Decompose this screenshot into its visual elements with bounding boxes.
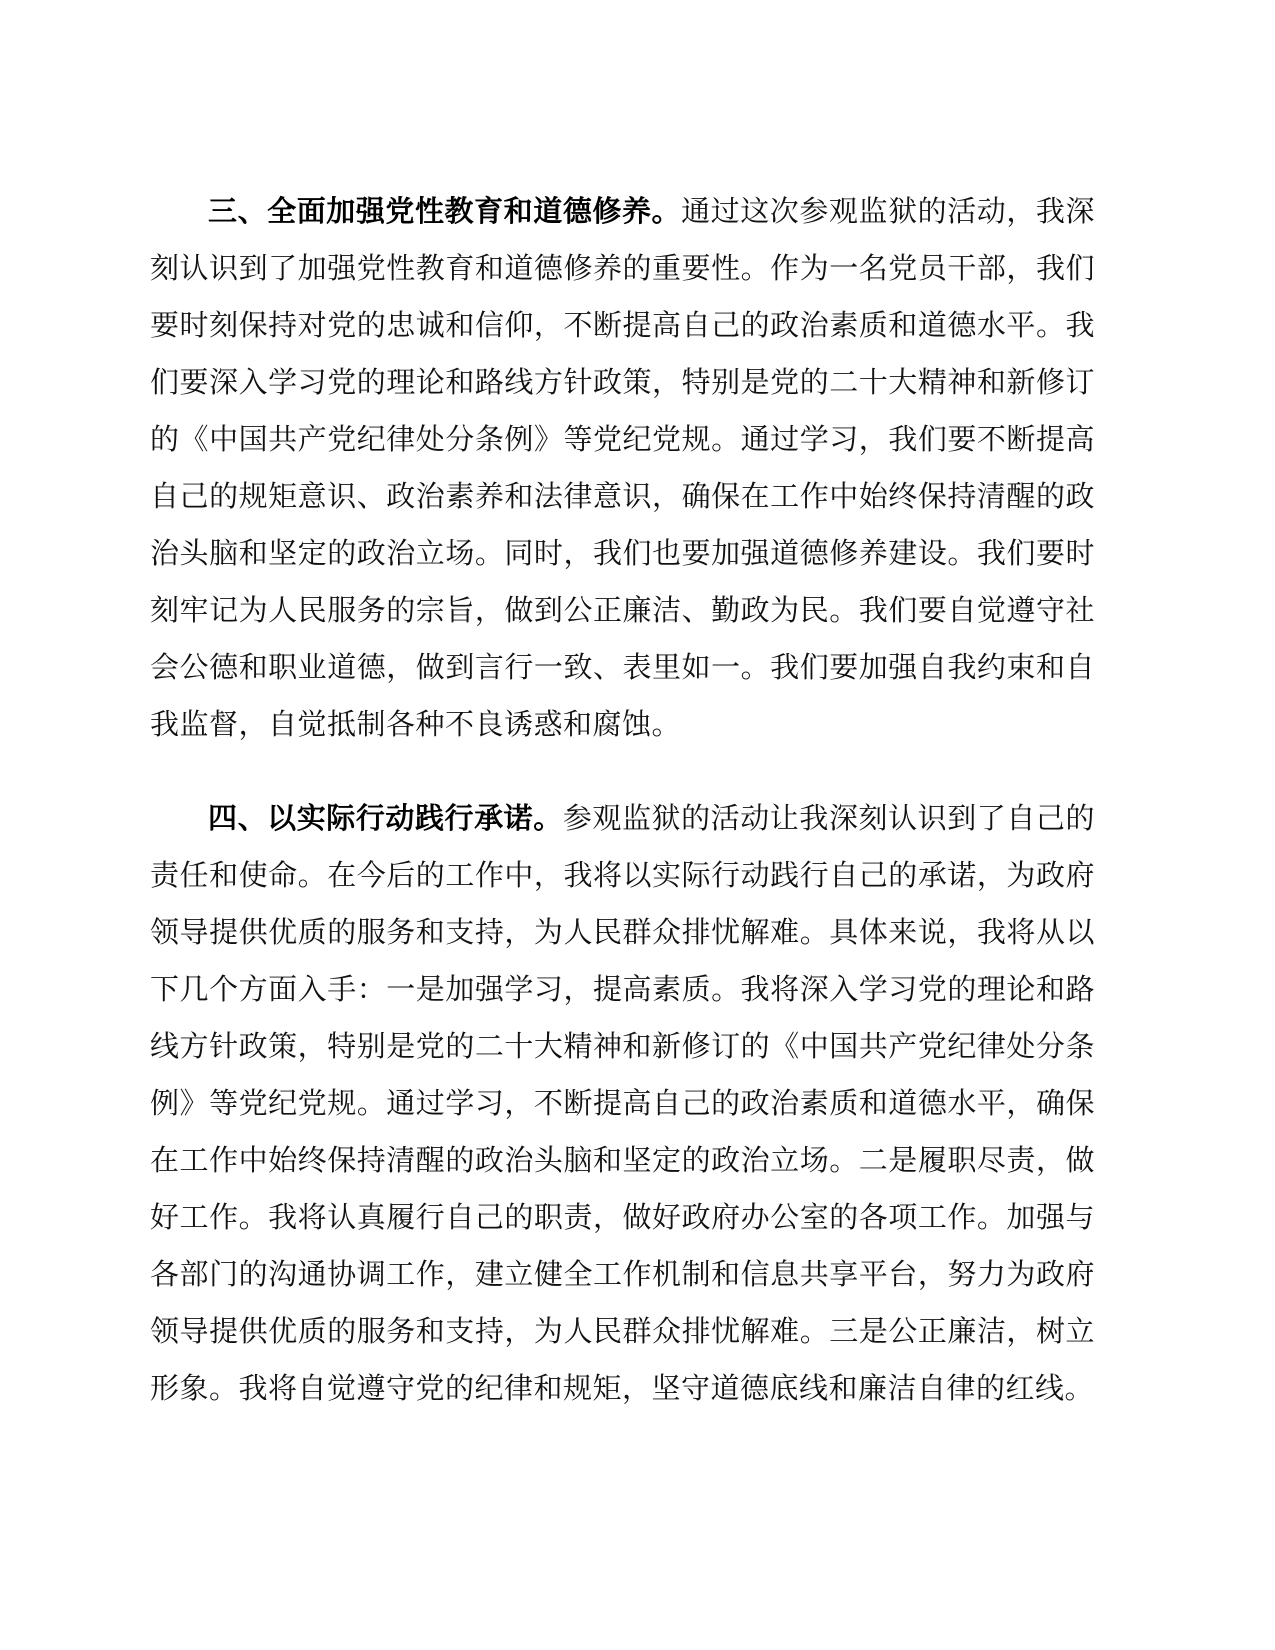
- paragraph-heading: 三、全面加强党性教育和道德修养。: [208, 194, 682, 228]
- paragraph-body: 参观监狱的活动让我深刻认识到了自己的责任和使命。在今后的工作中，我将以实际行动践行自己的承诺，为政府领导提供优质的服务和支持，为人民群众排忧解难。具体来说，我将从以下几个方面入手：一是加强学习，提高素质。我将深入学习党的理论和路线方针政策，特别是党的二十大精神和新修订的《中国共产党纪律处分条例》等党纪党规。通过学习，不断提高自己的政治素质和道德水平，确保在工作中始终保持清醒的政治头脑和坚定的政治立场。二是履职尽责，做好工作。我将认真履行自己的职责，做好政府办公室的各项工作。加强与各部门的沟通协调工作，建立健全工作机制和信息共享平台，努力为政府领导提供优质的服务和支持，为人民群众排忧解难。三是公正廉洁，树立形象。我将自觉遵守党的纪律和规矩，坚守道德底线和廉洁自律的红线。: [150, 801, 1095, 1405]
- paragraph-heading: 四、以实际行动践行承诺。: [208, 801, 563, 835]
- paragraph-party-education: [150, 183, 1095, 753]
- paragraph-body: 通过这次参观监狱的活动，我深刻认识到了加强党性教育和道德修养的重要性。作为一名党员干部，我们要时刻保持对党的忠诚和信仰，不断提高自己的政治素质和道德水平。我们要深入学习党的理论和路线方针政策，特别是党的二十大精神和新修订的《中国共产党纪律处分条例》等党纪党规。通过学习，我们要不断提高自己的规矩意识、政治素养和法律意识，确保在工作中始终保持清醒的政治头脑和坚定的政治立场。同时，我们也要加强道德修养建设。我们要时刻牢记为人民服务的宗旨，做到公正廉洁、勤政为民。我们要自觉遵守社会公德和职业道德，做到言行一致、表里如一。我们要加强自我约束和自我监督，自觉抵制各种不良诱惑和腐蚀。: [150, 194, 1095, 741]
- paragraph-practical-action: [150, 790, 1095, 1417]
